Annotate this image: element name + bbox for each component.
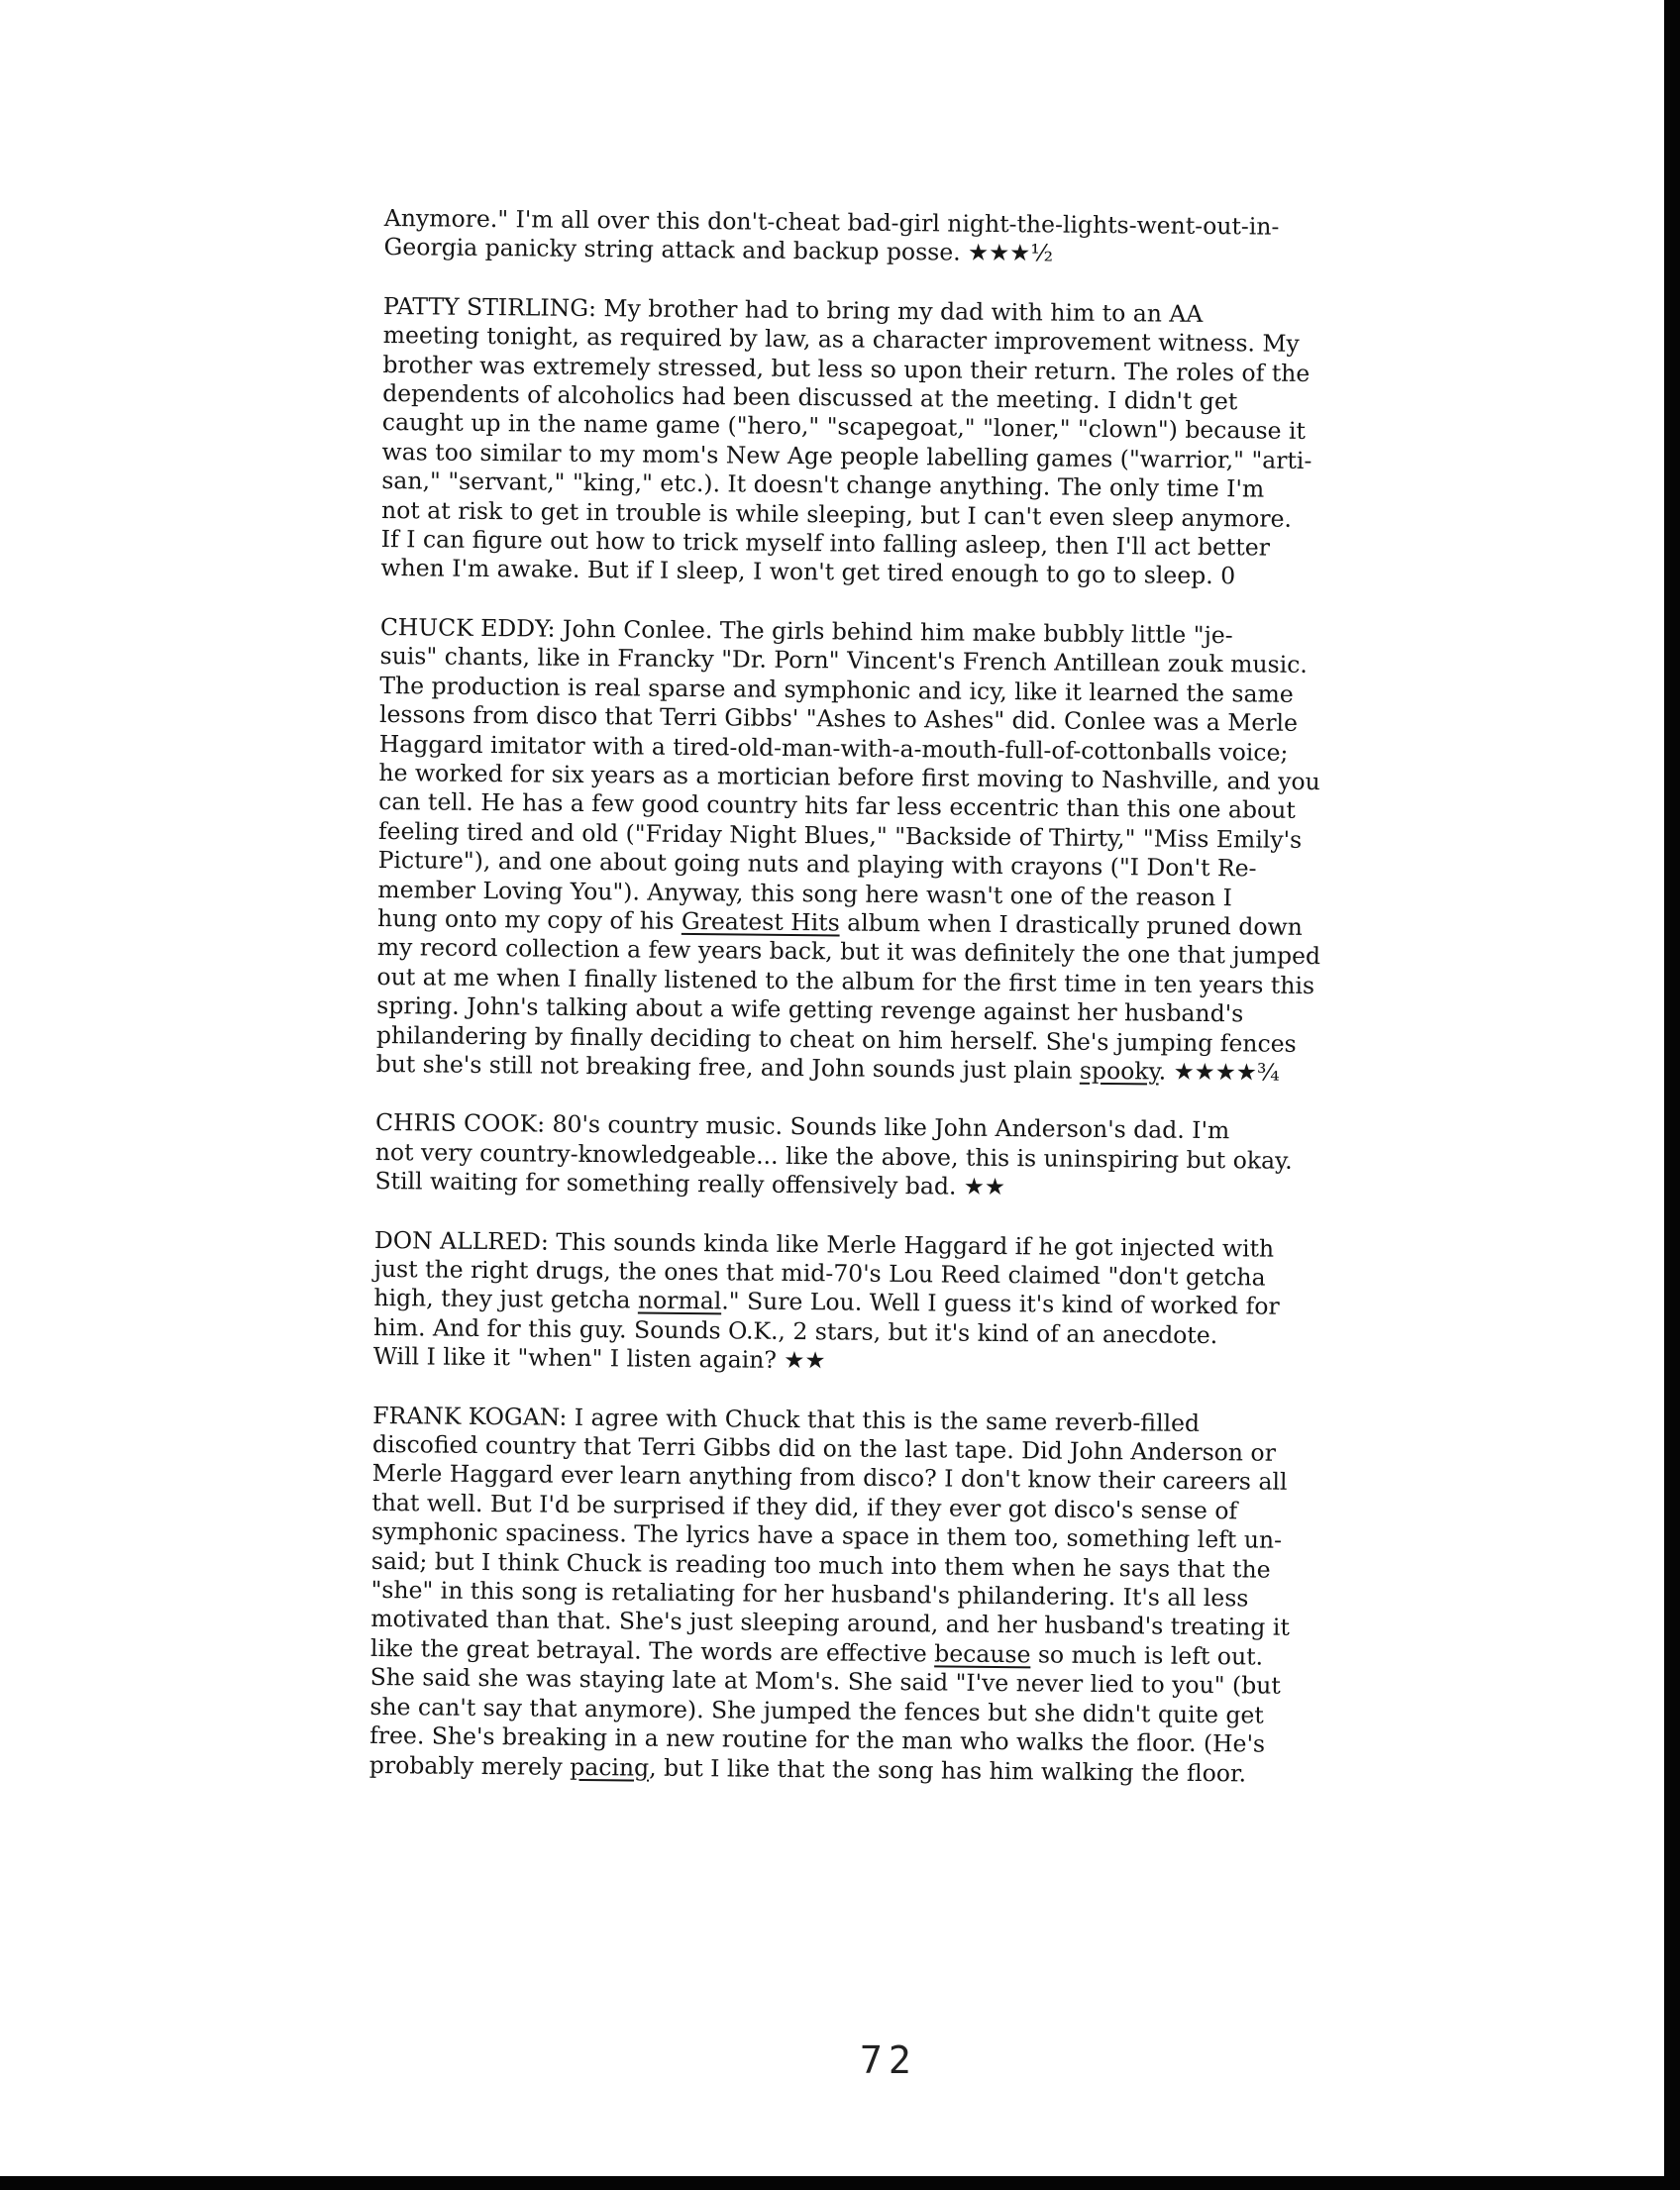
paragraph-don-allred bbox=[373, 1226, 1454, 1382]
text-run: that well. But I'd be surprised if they did, if they ever got disco's sense of bbox=[371, 1488, 1238, 1525]
article-text-column bbox=[368, 204, 1464, 1820]
text-run: lessons from disco that Terri Gibbs' "Ashes to Ashes" did. Conlee was a Merle bbox=[378, 700, 1299, 737]
text-run: Georgia panicky string attack and backup posse. ★★★½ bbox=[383, 233, 1054, 267]
paragraph-chuck-eddy bbox=[376, 613, 1460, 1090]
underlined-emphasis: spooky bbox=[1079, 1056, 1159, 1086]
paragraph-patty-stirling bbox=[380, 292, 1463, 594]
text-run: Haggard imitator with a tired-old-man-with-a-mouth-full-of-cottonballs voice; bbox=[378, 729, 1289, 767]
page-number: 72 bbox=[860, 2038, 917, 2082]
text-run: high, they just getcha bbox=[373, 1284, 639, 1314]
text-run: feeling tired and old ("Friday Night Blues," "Backside of Thirty," "Miss Emily's bbox=[377, 816, 1303, 854]
text-run: like the great betrayal. The words are effective bbox=[369, 1633, 935, 1668]
paragraph-chris-cook bbox=[374, 1108, 1455, 1206]
text-run: If I can figure out how to trick myself into falling asleep, then I'll act better bbox=[380, 525, 1271, 562]
text-run: Anymore." I'm all over this don't-cheat bad-girl night-the-lights-went-out-in- bbox=[383, 204, 1280, 241]
text-run: FRANK KOGAN: I agree with Chuck that this is the same reverb-filled bbox=[372, 1401, 1201, 1437]
text-run: spring. John's talking about a wife getting revenge against her husband's bbox=[376, 991, 1244, 1028]
underlined-emphasis: pacing bbox=[570, 1752, 650, 1782]
text-run: CHUCK EDDY: John Conlee. The girls behind him make bubbly little "je- bbox=[379, 612, 1233, 650]
text-run: philandering by finally deciding to cheat on him herself. She's jumping fences bbox=[375, 1020, 1297, 1058]
text-run: when I'm awake. But if I sleep, I won't get tired enough to go to sleep. 0 bbox=[380, 554, 1236, 590]
text-run: dependents of alcoholics had been discussed at the meeting. I didn't get bbox=[382, 379, 1238, 416]
text-run: Merle Haggard ever learn anything from disco? I don't know their careers all bbox=[371, 1459, 1288, 1497]
text-run: san," "servant," "king," etc.). It doesn't change anything. The only time I'm bbox=[381, 467, 1265, 503]
scan-border-right bbox=[1664, 0, 1680, 2190]
text-run: The production is real sparse and symphonic and icy, like it learned the same bbox=[379, 671, 1294, 708]
text-run: member Loving You"). Anyway, this song here wasn't one of the reason I bbox=[377, 875, 1233, 911]
text-run: can tell. He has a few good country hits far less eccentric than this one about bbox=[378, 787, 1296, 825]
text-run: hung onto my copy of his bbox=[376, 903, 682, 935]
text-run: ." Sure Lou. Well I guess it's kind of worked for bbox=[721, 1287, 1280, 1321]
text-run: so much is left out. bbox=[1030, 1640, 1264, 1671]
underlined-emphasis: because bbox=[934, 1639, 1031, 1669]
underlined-emphasis: Greatest Hits bbox=[681, 906, 840, 937]
text-run: "she" in this song is retaliating for her husband's philandering. It's all less bbox=[370, 1575, 1249, 1613]
text-run: motivated than that. She's just sleeping around, and her husband's treating it bbox=[370, 1605, 1290, 1642]
text-run: my record collection a few years back, but it was definitely the one that jumped bbox=[376, 933, 1321, 971]
text-run: , but I like that the song has him walking the floor. bbox=[649, 1753, 1247, 1787]
text-run: brother was extremely stressed, but less so upon their return. The roles of the bbox=[382, 350, 1311, 387]
text-run: but she's still not breaking free, and John sounds just plain bbox=[375, 1049, 1081, 1085]
paragraph-frank-kogan bbox=[369, 1402, 1453, 1791]
text-run: Still waiting for something really offensively bad. ★★ bbox=[374, 1167, 1006, 1201]
text-run: out at me when I finally listened to the album for the first time in ten years this bbox=[376, 962, 1315, 999]
paragraph-continuation bbox=[383, 204, 1464, 272]
text-run: DON ALLRED: This sounds kinda like Merle Haggard if he got injected with bbox=[373, 1225, 1275, 1263]
text-run: suis" chants, like in Francky "Dr. Porn" Vincent's French Antillean zouk music. bbox=[379, 642, 1308, 679]
text-run: symphonic spaciness. The lyrics have a space in them too, something left un- bbox=[371, 1517, 1283, 1555]
text-run: probably merely bbox=[368, 1750, 571, 1781]
text-run: PATTY STIRLING: My brother had to bring my dad with him to an AA bbox=[382, 291, 1204, 328]
text-run: he worked for six years as a mortician before first moving to Nashville, and you bbox=[378, 758, 1320, 796]
text-run: caught up in the name game ("hero," "scapegoat," "loner," "clown") because it bbox=[381, 408, 1307, 446]
text-run: said; but I think Chuck is reading too much into them when he says that the bbox=[370, 1546, 1271, 1584]
underlined-emphasis: normal bbox=[637, 1286, 722, 1315]
text-run: she can't say that anymore). She jumped the fences but she didn't quite get bbox=[369, 1692, 1264, 1729]
text-run: discofied country that Terri Gibbs did on the last tape. Did John Anderson or bbox=[371, 1429, 1277, 1467]
text-run: . ★★★★¾ bbox=[1158, 1057, 1280, 1087]
text-run: him. And for this guy. Sounds O.K., 2 stars, but it's kind of an anecdote. bbox=[372, 1312, 1218, 1349]
text-run: not very country-knowledgeable... like the above, this is uninspiring but okay. bbox=[374, 1137, 1293, 1175]
text-run: Will I like it "when" I listen again? ★★ bbox=[372, 1342, 826, 1375]
text-run: not at risk to get in trouble is while sleeping, but I can't even sleep anymore. bbox=[380, 495, 1293, 533]
text-run: free. She's breaking in a new routine for the man who walks the floor. (He's bbox=[369, 1721, 1266, 1758]
text-run: album when I drastically pruned down bbox=[839, 908, 1303, 941]
text-run: CHRIS COOK: 80's country music. Sounds like John Anderson's dad. I'm bbox=[374, 1108, 1230, 1145]
scan-border-bottom bbox=[0, 2176, 1680, 2190]
text-run: meeting tonight, as required by law, as a character improvement witness. My bbox=[382, 321, 1300, 359]
text-run: just the right drugs, the ones that mid-70's Lou Reed claimed "don't getcha bbox=[373, 1254, 1266, 1292]
text-run: Picture"), and one about going nuts and playing with crayons ("I Don't Re- bbox=[377, 846, 1257, 883]
text-run: She said she was staying late at Mom's. She said "I've never lied to you" (but bbox=[369, 1663, 1281, 1701]
text-run: was too similar to my mom's New Age people labelling games ("warrior," "arti- bbox=[381, 437, 1312, 474]
